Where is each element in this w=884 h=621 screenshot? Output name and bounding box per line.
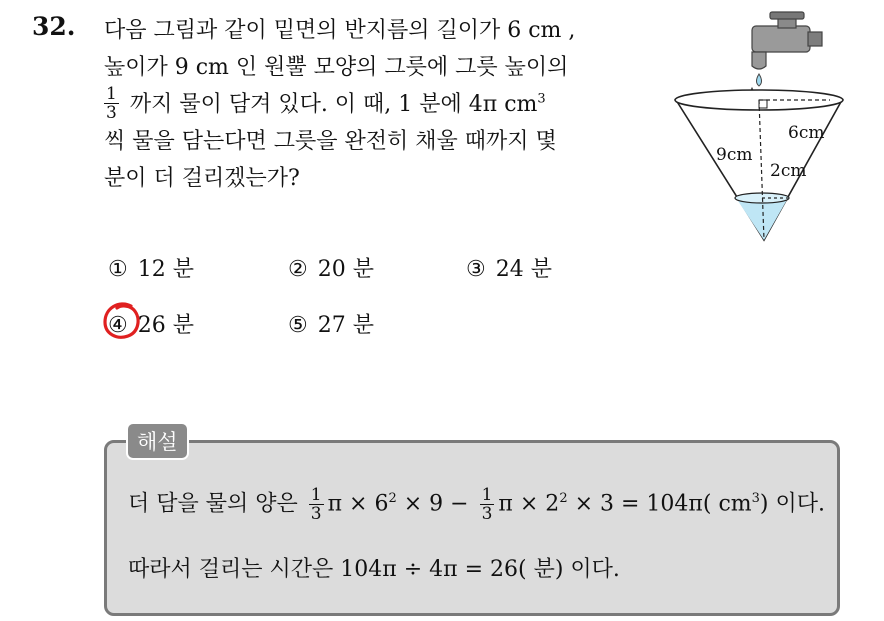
question-line-2: 높이가 9 cm 인 원뿔 모양의 그릇에 그릇 높이의 xyxy=(104,55,569,80)
solution-text-c: × 9 − xyxy=(396,491,469,517)
solution-fraction-1 xyxy=(309,486,324,523)
fraction-numerator: 1 xyxy=(481,485,493,505)
solution-text-f: ) 이다. xyxy=(759,491,825,517)
exponent: 2 xyxy=(388,491,397,507)
answer-circle-mark xyxy=(101,300,143,342)
solution-text-a: 더 담을 물의 양은 xyxy=(128,491,298,517)
solution-line-1 xyxy=(128,486,825,523)
solution-fraction-2 xyxy=(480,486,495,523)
solution-tag: 해설 xyxy=(126,422,189,460)
choice-2[interactable] xyxy=(288,252,374,283)
choice-3[interactable] xyxy=(466,252,552,283)
solution-text-b: π × 6 xyxy=(327,491,389,517)
question-line-5: 분이 더 걸리겠는가? xyxy=(104,166,300,191)
question-number: 32. xyxy=(32,12,76,41)
exponent: 3 xyxy=(751,491,760,507)
fraction-numerator: 1 xyxy=(106,83,117,104)
solution-line-2: 따라서 걸리는 시간은 104π ÷ 4π = 26( 분) 이다. xyxy=(128,557,620,582)
choice-mark: ⑤ xyxy=(288,313,308,338)
label-height-9cm: 9cm xyxy=(716,145,753,165)
choice-text: 27 분 xyxy=(317,313,374,338)
question-line-4: 씩 물을 담는다면 그릇을 완전히 채울 때까지 몇 xyxy=(104,129,557,154)
choice-mark: ① xyxy=(108,257,128,282)
exponent: 2 xyxy=(559,491,568,507)
question-line-3-text: 까지 물이 담겨 있다. 이 때, 1 분에 4π cm xyxy=(129,92,538,117)
solution-text-d: π × 2 xyxy=(498,491,560,517)
choice-mark: ③ xyxy=(466,257,486,282)
cone-shape xyxy=(675,90,843,240)
fraction-denominator: 3 xyxy=(106,102,117,123)
choice-text: 26 분 xyxy=(137,313,194,338)
question-text xyxy=(104,12,644,197)
question-line-3 xyxy=(104,83,644,123)
choice-1[interactable] xyxy=(108,252,194,283)
question-line-1: 다음 그림과 같이 밑면의 반지름의 길이가 6 cm , xyxy=(104,18,576,43)
choice-mark: ② xyxy=(288,257,308,282)
choice-text: 12 분 xyxy=(137,257,194,282)
cone-figure xyxy=(660,8,870,248)
label-water-radius-2cm: 2cm xyxy=(770,161,807,181)
choice-text: 24 분 xyxy=(495,257,552,282)
fraction-denominator: 3 xyxy=(310,504,322,524)
faucet-icon xyxy=(750,12,822,99)
choice-5[interactable] xyxy=(288,308,374,339)
label-radius-6cm: 6cm xyxy=(788,123,825,143)
fraction-denominator: 3 xyxy=(481,504,493,524)
choice-text: 20 분 xyxy=(317,257,374,282)
solution-text-e: × 3 = 104π( cm xyxy=(567,491,752,517)
cubic-exponent: 3 xyxy=(537,91,546,107)
solution-box xyxy=(104,440,840,616)
fraction-one-third xyxy=(104,85,119,122)
fraction-numerator: 1 xyxy=(310,485,322,505)
choice-mark: ④ xyxy=(108,313,128,338)
